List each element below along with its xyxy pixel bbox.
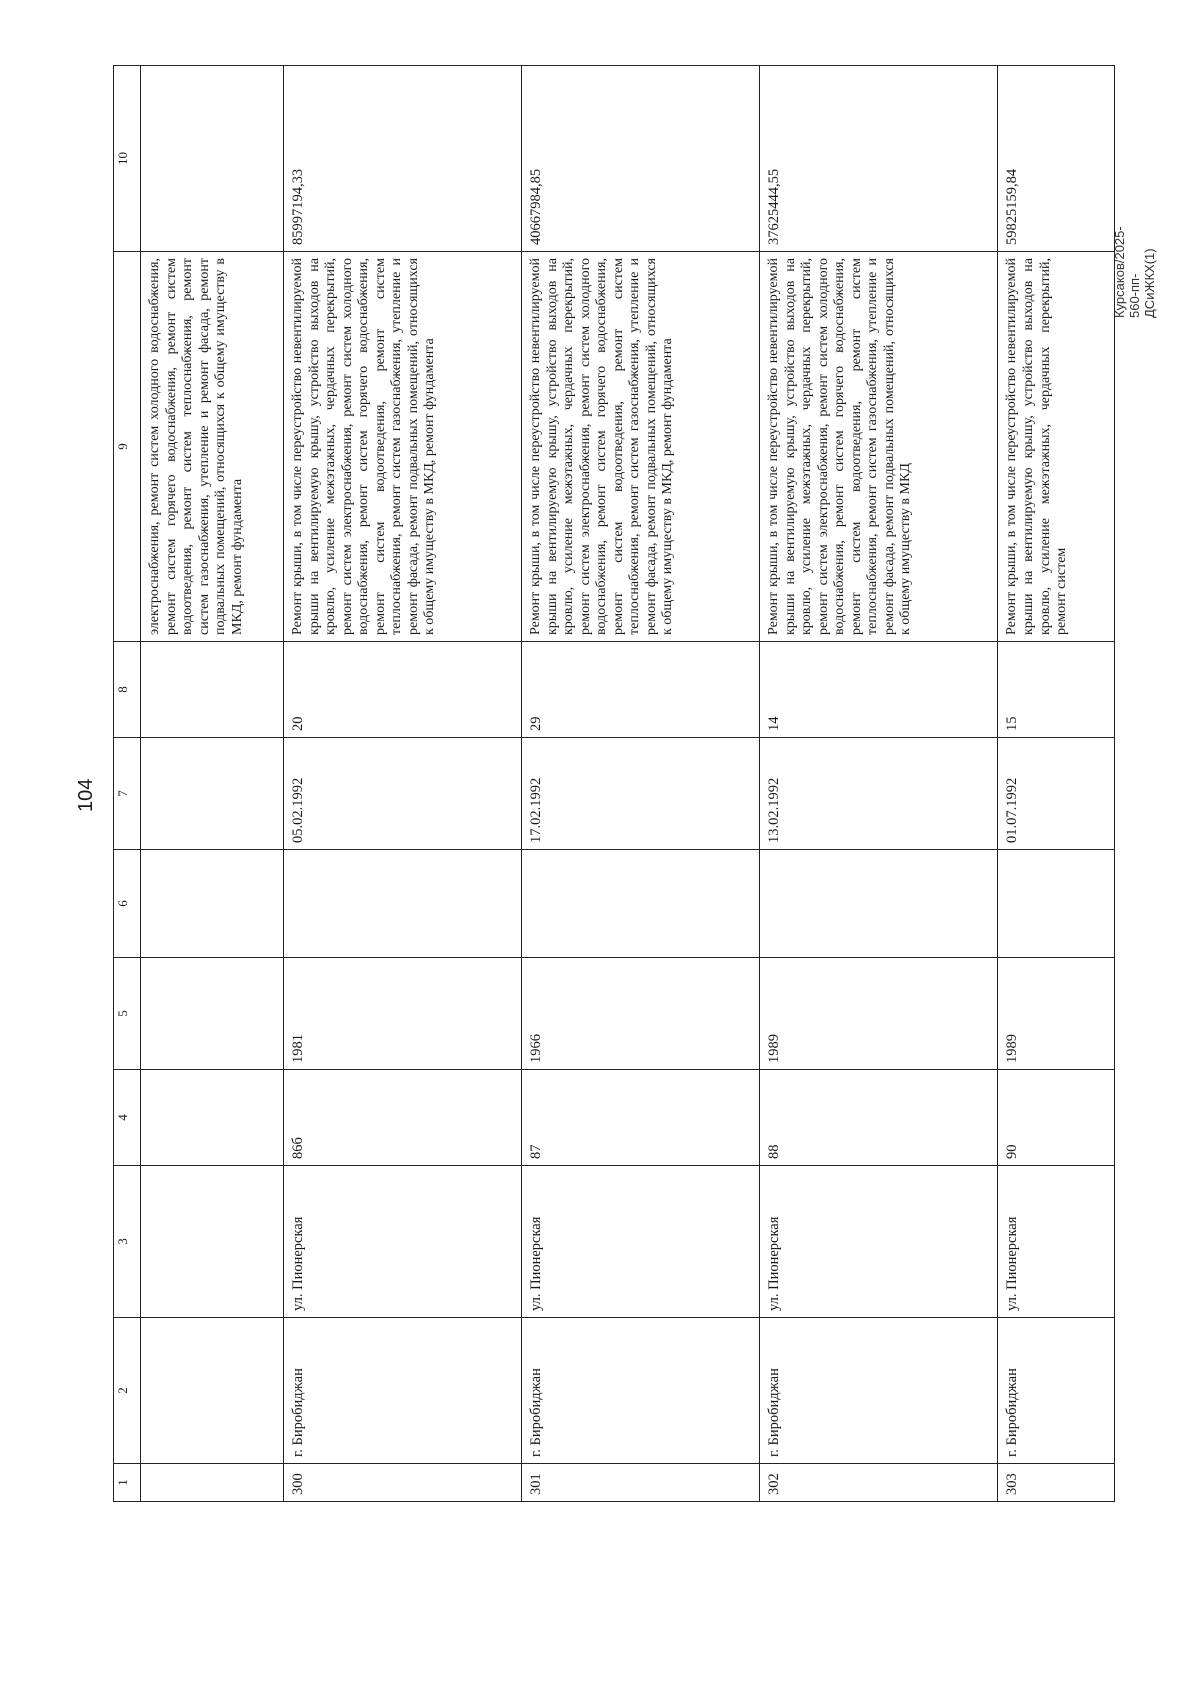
cost-cell: 59825159,84 [998,66,1115,252]
page-number: 104 [75,778,97,812]
col6-cell [998,850,1115,958]
col6-cell [522,850,760,958]
table-row [522,66,760,1502]
cell [141,1070,284,1166]
cell [141,738,284,850]
cell [141,850,284,958]
row-number: 303 [998,1464,1115,1502]
works-cell: Ремонт крыши, в том числе переустройство невентилируемой крыши на вентилируемую крышу, устройство выходов на кровлю, усиление межэтажных, чердачных перекрытий, ремонт систем [998,252,1115,642]
house-cell: 90 [998,1070,1115,1166]
cost-cell: 85997194,33 [284,66,522,252]
year-cell: 1981 [284,958,522,1070]
date-cell: 05.02.1992 [284,738,522,850]
header-cell-1: 1 [114,1464,141,1502]
house-cell: 87 [522,1070,760,1166]
col8-cell: 15 [998,642,1115,738]
col6-cell [760,850,998,958]
works-cell: Ремонт крыши, в том числе переустройство невентилируемой крыши на вентилируемую крышу, устройство выходов на кровлю, усиление межэтажных, чердачных перекрытий, ремонт систем электроснабжения, ремонт систем холодного водоснабжения, ремонт систем горячего водоснабжения, ремонт систем водоотведения, ремонт систем теплоснабжения, ремонт систем газоснабжения, утепление и ремонт фасада, ремонт подвальных помещений, относящихся к общему имуществу в МКД, ремонт фундамента [284,252,522,642]
document-code: Курсаков/2025-560-пп-ДСиЖКХ(1) [1112,226,1157,318]
table-row [760,66,998,1502]
header-cell-7: 7 [114,738,141,850]
header-cell-6: 6 [114,850,141,958]
cell [141,66,284,252]
header-cell-9: 9 [114,252,141,642]
header-cell-2: 2 [114,1318,141,1464]
street-cell: ул. Пионерская [760,1166,998,1318]
cost-cell: 37625444,55 [760,66,998,252]
col8-cell: 14 [760,642,998,738]
works-cell: Ремонт крыши, в том числе переустройство невентилируемой крыши на вентилируемую крышу, устройство выходов на кровлю, усиление межэтажных, чердачных перекрытий, ремонт систем электроснабжения, ремонт систем холодного водоснабжения, ремонт систем горячего водоснабжения, ремонт систем водоотведения, ремонт систем теплоснабжения, ремонт систем газоснабжения, утепление и ремонт фасада, ремонт подвальных помещений, относящихся к общему имуществу в МКД, ремонт фундамента [522,252,760,642]
city-cell: г. Биробиджан [284,1318,522,1464]
cell [141,958,284,1070]
year-cell: 1989 [760,958,998,1070]
works-cell: Ремонт крыши, в том числе переустройство невентилируемой крыши на вентилируемую крышу, устройство выходов на кровлю, усиление межэтажных, чердачных перекрытий, ремонт систем электроснабжения, ремонт систем холодного водоснабжения, ремонт систем горячего водоснабжения, ремонт систем водоотведения, ремонт систем теплоснабжения, ремонт систем газоснабжения, утепление и ремонт фасада, ремонт подвальных помещений, относящихся к общему имуществу в МКД [760,252,998,642]
row-number: 300 [284,1464,522,1502]
street-cell: ул. Пионерская [998,1166,1115,1318]
table-row-continuation [141,66,284,1502]
works-cell: электроснабжения, ремонт систем холодного водоснабжения, ремонт систем горячего водоснабжения, ремонт систем водоотведения, ремонт систем теплоснабжения, ремонт систем газоснабжения, утепление и ремонт фасада, ремонт подвальных помещений, относящихся к общему имуществу в МКД, ремонт фундамента [141,252,284,642]
header-cell-10: 10 [114,66,141,252]
table-row [284,66,522,1502]
house-cell: 88 [760,1070,998,1166]
header-cell-3: 3 [114,1166,141,1318]
cell [141,1166,284,1318]
date-cell: 17.02.1992 [522,738,760,850]
register-table [113,65,1115,1502]
header-cell-4: 4 [114,1070,141,1166]
col8-cell: 29 [522,642,760,738]
date-cell: 01.07.1992 [998,738,1115,850]
cost-cell: 40667984,85 [522,66,760,252]
cell [141,1464,284,1502]
table-row [998,66,1115,1502]
row-number: 301 [522,1464,760,1502]
street-cell: ул. Пионерская [284,1166,522,1318]
street-cell: ул. Пионерская [522,1166,760,1318]
register-table-wrapper [113,66,1115,1502]
house-cell: 86б [284,1070,522,1166]
year-cell: 1966 [522,958,760,1070]
header-row [114,66,141,1502]
cell [141,1318,284,1464]
date-cell: 13.02.1992 [760,738,998,850]
year-cell: 1989 [998,958,1115,1070]
cell [141,642,284,738]
row-number: 302 [760,1464,998,1502]
col6-cell [284,850,522,958]
header-cell-8: 8 [114,642,141,738]
city-cell: г. Биробиджан [522,1318,760,1464]
city-cell: г. Биробиджан [998,1318,1115,1464]
col8-cell: 20 [284,642,522,738]
header-cell-5: 5 [114,958,141,1070]
city-cell: г. Биробиджан [760,1318,998,1464]
